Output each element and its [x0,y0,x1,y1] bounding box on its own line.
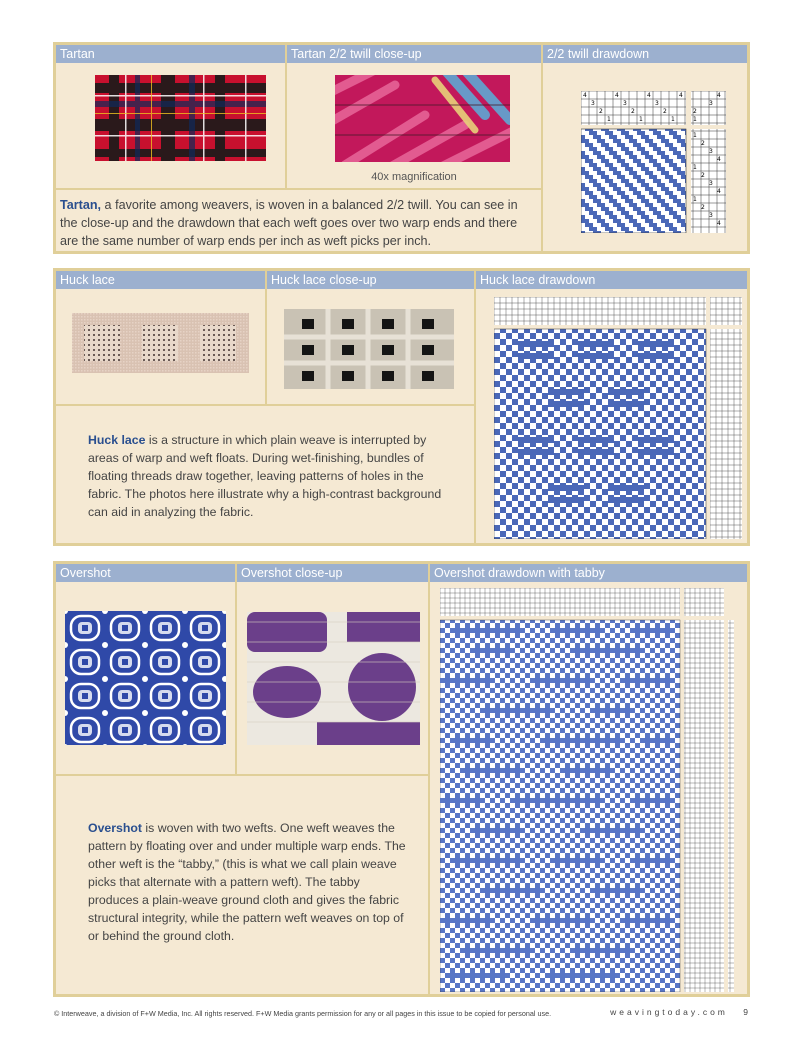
overshot-text-cell [56,776,428,994]
huck-keyword: Huck lace [88,433,146,447]
tartan-divider-v1 [285,45,287,188]
svg-text:4: 4 [717,220,721,227]
svg-text:3: 3 [709,212,713,219]
tartan-closeup-photo [335,75,510,162]
svg-text:3: 3 [623,100,627,107]
svg-text:4: 4 [717,156,721,163]
tartan-header: Tartan [56,45,285,63]
overshot-photo [65,611,226,745]
huck-header: Huck lace [56,271,265,289]
svg-text:2: 2 [663,108,667,115]
huck-closeup-cell [267,271,474,404]
tartan-divider-h [56,188,541,190]
huck-photo [72,313,249,373]
tartan-text-cell [56,190,541,251]
svg-text:1: 1 [671,116,675,123]
svg-text:2: 2 [701,140,705,147]
svg-text:3: 3 [709,100,713,107]
svg-text:4: 4 [615,92,619,99]
overshot-divider-v1 [235,564,237,774]
huck-divider-v1 [265,271,267,404]
page-number: 9 [743,1007,748,1017]
twill-drawdown-cell [543,45,747,251]
footer-copyright: © Interweave, a division of F+W Media, Inc. All rights reserved. F+W Media grants permission for any or all pages in this issue to be copied for personal use. [54,1009,552,1018]
tartan-divider-v2 [541,45,543,251]
svg-text:4: 4 [647,92,651,99]
svg-text:1: 1 [639,116,643,123]
huck-closeup-header: Huck lace close-up [267,271,474,289]
huck-drawdown-header: Huck lace drawdown [476,271,747,289]
huck-divider-h [56,404,474,406]
overshot-closeup-cell [237,564,428,774]
twill-drawdown-graphic [581,91,726,233]
svg-text:3: 3 [709,148,713,155]
overshot-drawdown-header: Overshot drawdown with tabby [430,564,747,582]
svg-text:2: 2 [701,172,705,179]
tartan-photo [95,75,266,161]
overshot-drawdown-cell [430,564,747,994]
overshot-header: Overshot [56,564,235,582]
twill-drawdown-header: 2/2 twill drawdown [543,45,747,63]
svg-text:1: 1 [693,116,697,123]
huck-drawdown-graphic [494,297,744,539]
tartan-closeup-cell [287,45,541,188]
huck-text-cell [56,406,474,543]
svg-text:3: 3 [655,100,659,107]
overshot-divider-v2 [428,564,430,994]
overshot-description [88,819,406,945]
svg-text:4: 4 [717,92,721,99]
svg-text:2: 2 [693,108,697,115]
huck-panel [53,268,750,546]
svg-text:2: 2 [701,204,705,211]
svg-text:1: 1 [693,132,697,139]
overshot-keyword: Overshot [88,821,142,835]
huck-description [88,431,448,521]
svg-text:4: 4 [679,92,683,99]
tartan-keyword: Tartan, [60,198,102,212]
overshot-panel [53,561,750,997]
overshot-body: is woven with two wefts. One weft weaves the pattern by floating over and under multiple warp ends. The other weft is the “tabby,” (this is what we call plain weave picks that alternate with a pattern weft). The tabby produces a plain-weave ground cloth and gives the fabric structural integrity, while the pattern weft weaves on top of or behind the ground cloth. [88,821,406,943]
magnification-caption: 40x magnification [371,171,457,183]
huck-drawdown-cell [476,271,747,543]
huck-body: is a structure in which plain weave is interrupted by areas of warp and weft floats. During wet-finishing, bundles of floating threads draw together, leaving patterns of holes in the fabric. The photos here illustrate why a high-contrast background can aid in analyzing the fabric. [88,433,442,519]
svg-text:1: 1 [693,196,697,203]
overshot-closeup-photo [247,612,420,745]
footer-right [610,1007,748,1017]
svg-text:1: 1 [607,116,611,123]
tartan-closeup-header: Tartan 2/2 twill close-up [287,45,541,63]
svg-text:3: 3 [591,100,595,107]
huck-photo-cell [56,271,265,404]
svg-text:1: 1 [693,164,697,171]
tartan-body: a favorite among weavers, is woven in a balanced 2/2 twill. You can see in the close-up and the drawdown that each weft goes over two warp ends and there are the same number of warp ends per inch as weft picks per inch. [60,198,518,248]
svg-text:2: 2 [599,108,603,115]
overshot-closeup-header: Overshot close-up [237,564,428,582]
huck-closeup-photo [284,309,454,389]
tartan-photo-cell [56,45,285,188]
svg-text:4: 4 [717,188,721,195]
svg-text:4: 4 [583,92,587,99]
overshot-divider-h [56,774,428,776]
huck-divider-v2 [474,271,476,543]
overshot-drawdown-graphic [440,588,740,992]
svg-text:3: 3 [709,180,713,187]
footer-site-link[interactable]: weavingtoday.com [610,1007,728,1017]
overshot-photo-cell [56,564,235,774]
svg-text:2: 2 [631,108,635,115]
tartan-description [60,196,538,250]
tartan-panel [53,42,750,254]
